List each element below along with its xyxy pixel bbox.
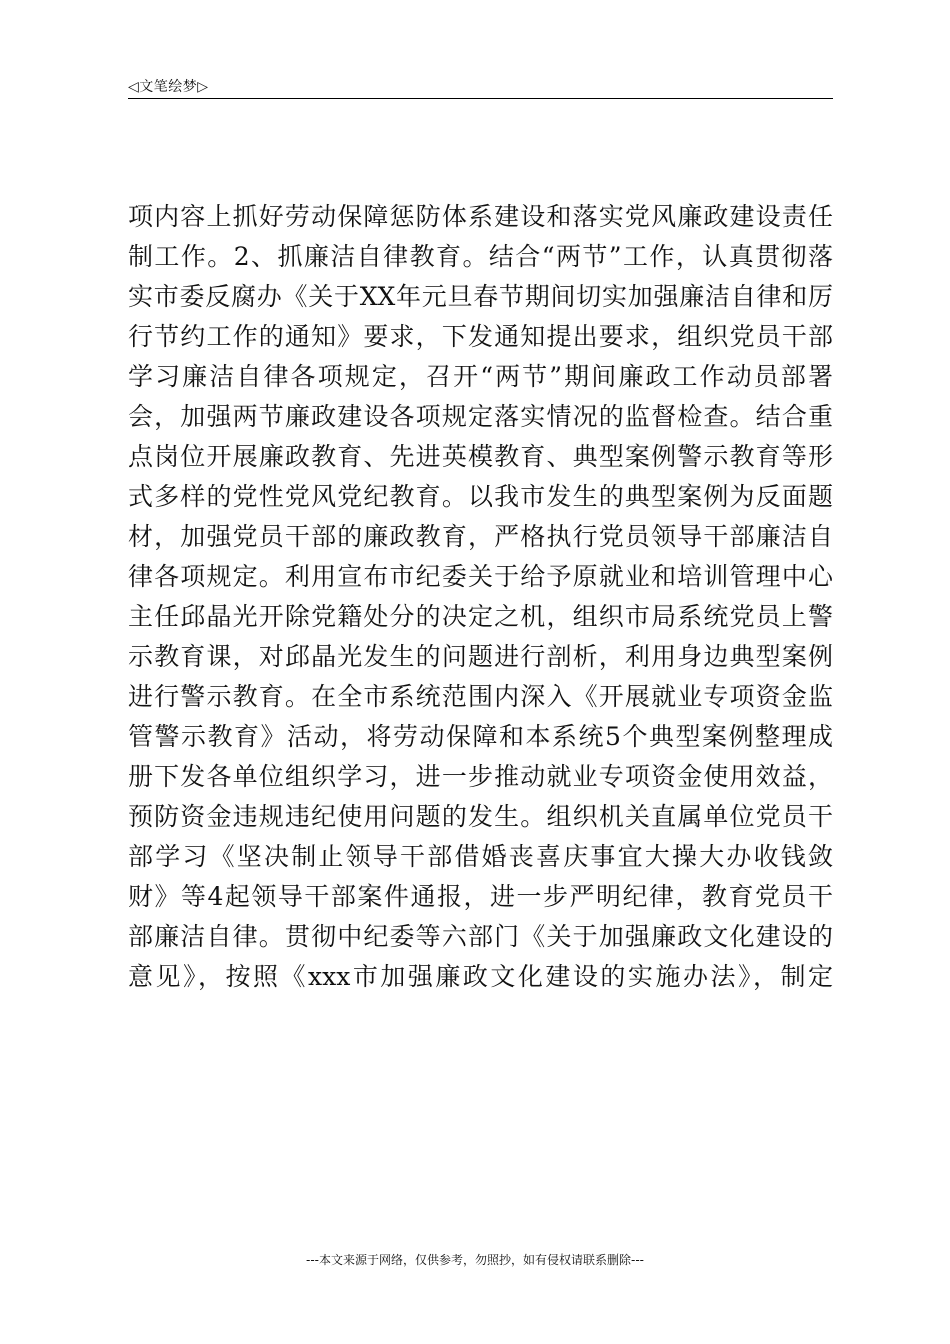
text-line: 材，加强党员干部的廉政教育，严格执行党员领导干部廉洁自 <box>128 522 833 551</box>
page-footer: ---本文来源于网络，仅供参考，勿照抄，如有侵权请联系删除--- <box>306 1253 644 1267</box>
text-line: 意见》，按照《xxx市加强廉政文化建设的实施办法》，制定 <box>128 962 833 991</box>
text-line: 部学习《坚决制止领导干部借婚丧喜庆事宜大操大办收钱敛 <box>128 842 833 871</box>
text-line: 式多样的党性党风党纪教育。以我市发生的典型案例为反面题 <box>128 482 833 511</box>
text-line: 财》等4起领导干部案件通报，进一步严明纪律，教育党员干 <box>128 882 833 911</box>
text-line: 会，加强两节廉政建设各项规定落实情况的监督检查。结合重 <box>128 402 833 431</box>
text-line: 点岗位开展廉政教育、先进英模教育、典型案例警示教育等形 <box>128 442 833 471</box>
text-line: 管警示教育》活动，将劳动保障和本系统5个典型案例整理成 <box>128 722 833 751</box>
text-line: 主任邱晶光开除党籍处分的决定之机，组织市局系统党员上警 <box>128 602 833 631</box>
text-line: 示教育课，对邱晶光发生的问题进行剖析，利用身边典型案例 <box>128 642 833 671</box>
document-body <box>128 200 833 1000</box>
text-line: 制工作。2、抓廉洁自律教育。结合“两节”工作，认真贯彻落 <box>128 242 833 271</box>
text-line: 律各项规定。利用宣布市纪委关于给予原就业和培训管理中心 <box>128 562 833 591</box>
text-line: 实市委反腐办《关于XX年元旦春节期间切实加强廉洁自律和厉 <box>128 282 833 311</box>
text-line: 进行警示教育。在全市系统范围内深入《开展就业专项资金监 <box>128 682 833 711</box>
text-line: 预防资金违规违纪使用问题的发生。组织机关直属单位党员干 <box>128 802 833 831</box>
page-header <box>128 74 833 99</box>
text-line: 部廉洁自律。贯彻中纪委等六部门《关于加强廉政文化建设的 <box>128 922 833 951</box>
text-line: 学习廉洁自律各项规定，召开“两节”期间廉政工作动员部署 <box>128 362 833 391</box>
text-line: 项内容上抓好劳动保障惩防体系建设和落实党风廉政建设责任 <box>128 202 833 231</box>
text-line: 册下发各单位组织学习，进一步推动就业专项资金使用效益， <box>128 762 833 791</box>
header-title: ◁文笔绘梦▷ <box>128 79 209 95</box>
text-line: 行节约工作的通知》要求，下发通知提出要求，组织党员干部 <box>128 322 833 351</box>
